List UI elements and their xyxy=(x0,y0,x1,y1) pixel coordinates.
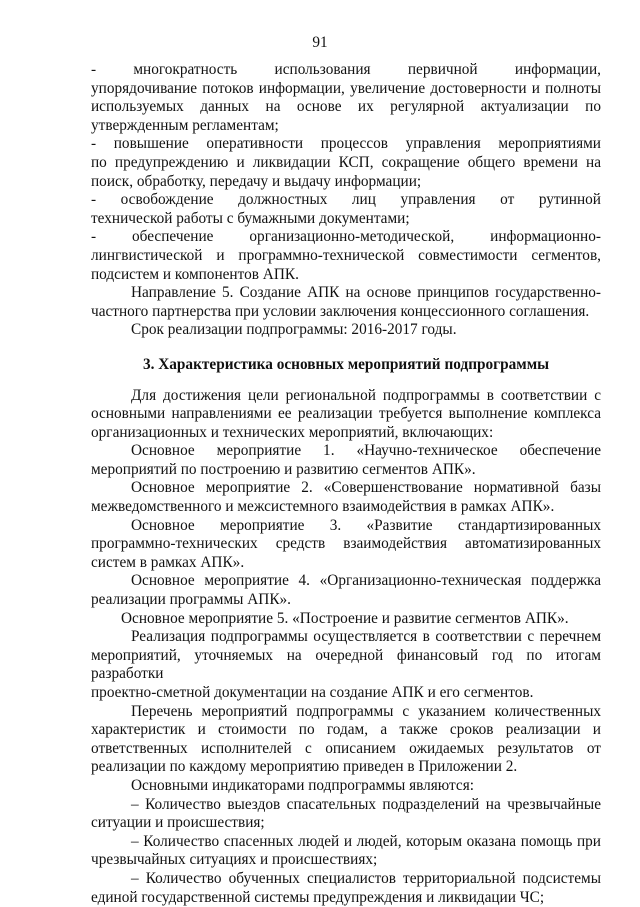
text-line: – Количество спасенных людей и людей, которым оказана помощь при xyxy=(131,832,601,850)
page-number: 91 xyxy=(312,34,328,51)
text-line: – Количество обученных специалистов территориальной подсистемы xyxy=(131,869,601,887)
text-line: проектно-сметной документации на создание АПК и его сегментов. xyxy=(91,684,534,701)
text-line: Основное мероприятие 1. «Научно-техническое обеспечение xyxy=(131,442,601,460)
text-line: по предупреждению и ликвидации КСП, сокращение общего времени на xyxy=(91,153,601,171)
text-line: частного партнерства при условии заключения концессионного соглашения. xyxy=(91,302,590,320)
text-line: реализации по каждому мероприятию приведен в Приложении 2. xyxy=(91,758,518,776)
text-line: Реализация подпрограммы осуществляется в соответствии с перечнем xyxy=(131,628,601,646)
text-line: межведомственного и межсистемного взаимодействия в рамках АПК». xyxy=(91,498,555,516)
text-line: мероприятий, уточняемых на очередной финансовый год по итогам разработки xyxy=(91,646,601,683)
text-line: Для достижения цели региональной подпрограммы в соответствии с xyxy=(131,386,601,404)
text-line: программно-технических средств взаимодействия автоматизированных xyxy=(91,535,601,553)
text-line: упорядочивание потоков информации, увеличение достоверности и полноты xyxy=(91,79,601,97)
text-line: - повышение оперативности процессов управления мероприятиями xyxy=(91,135,601,153)
text-line: Перечень мероприятий подпрограммы с указанием количественных xyxy=(131,702,601,720)
text-line: - освобождение должностных лиц управления от рутинной xyxy=(91,191,601,209)
text-line: Основными индикаторами подпрограммы являются: xyxy=(131,776,474,794)
text-line: Срок реализации подпрограммы: 2016-2017 годы. xyxy=(131,321,457,339)
text-line: технической работы с бумажными документами; xyxy=(91,209,410,227)
text-line: – Количество выездов спасательных подразделений на чрезвычайные xyxy=(131,795,601,813)
text-line: характеристик и стоимости по годам, а также сроков реализации и xyxy=(91,721,601,739)
text-line: Направление 5. Создание АПК на основе принципов государственно- xyxy=(131,284,601,302)
text-line: Основное мероприятие 5. «Построение и развитие сегментов АПК». xyxy=(121,609,569,627)
text-line: - многократность использования первичной информации, xyxy=(91,61,601,78)
text-line: основными направлениями ее реализации требуется выполнение комплекса xyxy=(91,405,601,423)
text-line: реализации программы АПК». xyxy=(91,591,292,609)
text-line: подсистем и компонентов АПК. xyxy=(91,265,299,283)
text-line: мероприятий по построению и развитию сегментов АПК». xyxy=(91,460,476,478)
text-line: лингвистической и программно-технической совместимости сегментов, xyxy=(91,246,601,264)
text-line: ситуации и происшествия; xyxy=(91,814,265,832)
text-line: используемых данных на основе их регулярной актуализации по xyxy=(91,98,601,116)
page-body xyxy=(91,61,601,907)
text-line: утвержденным регламентам; xyxy=(91,116,279,134)
text-line: поиск, обработку, передачу и выдачу информации; xyxy=(91,172,422,190)
text-line: организационных и технических мероприятий, включающих: xyxy=(91,423,494,441)
text-line: Основное мероприятие 3. «Развитие стандартизированных xyxy=(131,516,601,534)
text-line: Основное мероприятие 4. «Организационно-техническая поддержка xyxy=(131,572,601,590)
section-heading: 3. Характеристика основных мероприятий подпрограммы xyxy=(142,355,550,373)
text-line: единой государственной системы предупреждения и ликвидации ЧС; xyxy=(91,888,545,906)
text-line: систем в рамках АПК». xyxy=(91,553,245,571)
text-line: - обеспечение организационно-методической, информационно- xyxy=(91,228,601,246)
text-line: ответственных исполнителей с описанием ожидаемых результатов от xyxy=(91,739,601,757)
text-line: чрезвычайных ситуациях и происшествиях; xyxy=(91,851,378,869)
text-line: Основное мероприятие 2. «Совершенствование нормативной базы xyxy=(131,479,601,497)
